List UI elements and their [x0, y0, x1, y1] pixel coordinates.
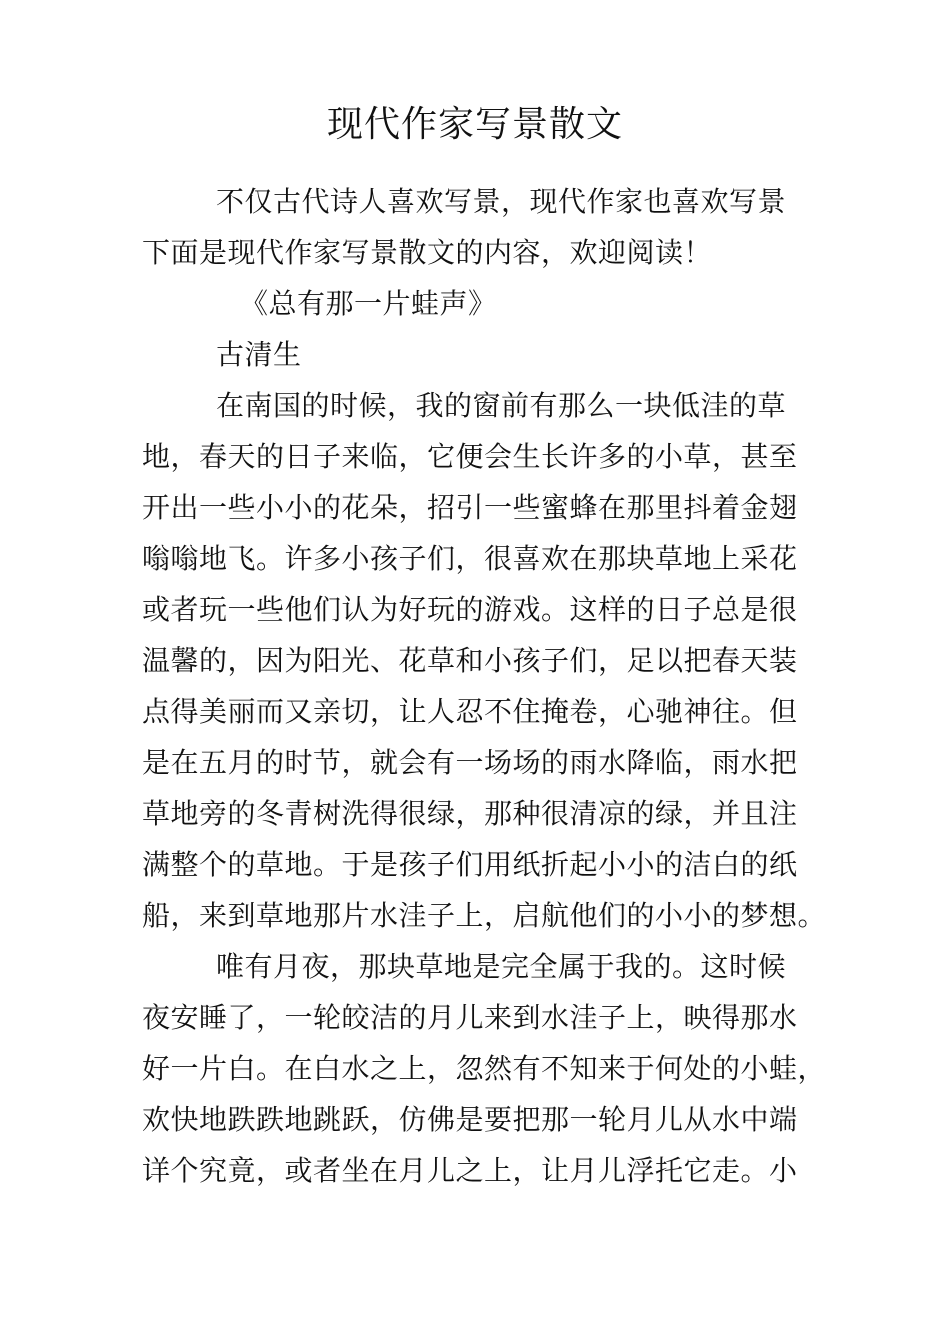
- text-line: 开出一些小小的花朵，招引一些蜜蜂在那里抖着金翅: [142, 491, 798, 524]
- text-line: 温馨的，因为阳光、花草和小孩子们，足以把春天装: [142, 644, 798, 677]
- text-line: 下面是现代作家写景散文的内容，欢迎阅读！: [142, 236, 713, 269]
- text-line: 是在五月的时节，就会有一场场的雨水降临，雨水把: [142, 746, 798, 779]
- document-body: [142, 176, 832, 1196]
- text-line: 详个究竟，或者坐在月儿之上，让月儿浮托它走。小: [142, 1154, 798, 1187]
- text-line: 不仅古代诗人喜欢写景，现代作家也喜欢写景: [216, 185, 787, 218]
- text-line: 满整个的草地。于是孩子们用纸折起小小的洁白的纸: [142, 848, 798, 881]
- text-line: 地，春天的日子来临，它便会生长许多的小草，甚至: [142, 440, 798, 473]
- text-line: 夜安睡了，一轮皎洁的月儿来到水洼子上，映得那水: [142, 1001, 798, 1034]
- text-line: 点得美丽而又亲切，让人忍不住掩卷，心驰神往。但: [142, 695, 798, 728]
- document-title: 现代作家写景散文: [326, 104, 623, 145]
- text-line: 船，来到草地那片水洼子上，启航他们的小小的梦想。: [142, 899, 827, 932]
- text-line: 古清生: [216, 338, 302, 371]
- text-line: 草地旁的冬青树洗得很绿，那种很清凉的绿，并且注: [142, 797, 798, 830]
- text-line: 欢快地跌跌地跳跃，仿佛是要把那一轮月儿从水中端: [142, 1103, 798, 1136]
- text-line: 好一片白。在白水之上，忽然有不知来于何处的小蛙，: [142, 1052, 827, 1085]
- text-line: 嗡嗡地飞。许多小孩子们，很喜欢在那块草地上采花: [142, 542, 798, 575]
- text-line: 在南国的时候，我的窗前有那么一块低洼的草: [216, 389, 787, 422]
- text-line: 或者玩一些他们认为好玩的游戏。这样的日子总是很: [142, 593, 798, 626]
- text-line: 唯有月夜，那块草地是完全属于我的。这时候: [216, 950, 787, 983]
- text-line: 《总有那一片蛙声》: [240, 287, 497, 320]
